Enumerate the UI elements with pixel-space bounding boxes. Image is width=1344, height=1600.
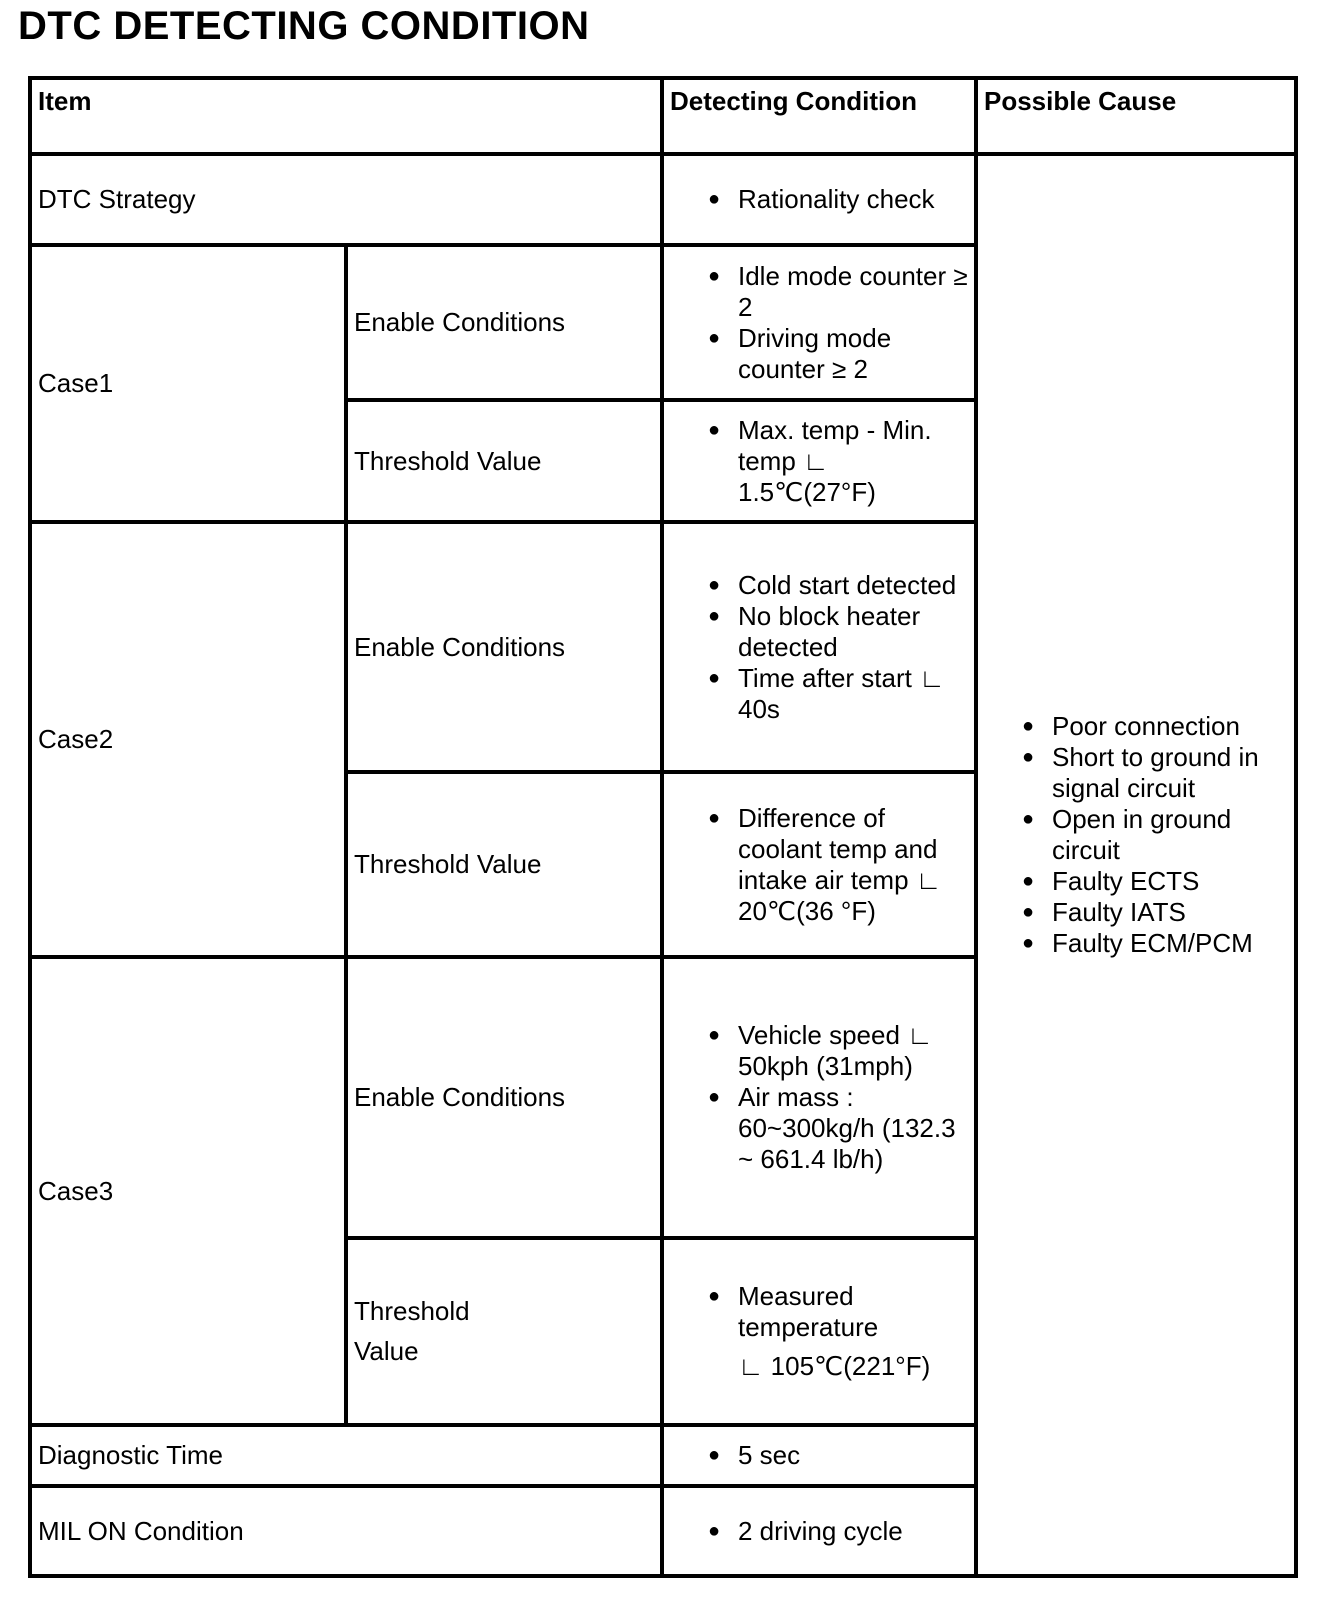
possible-cause-list: [984, 711, 1288, 959]
case2-threshold-label: Threshold Value: [346, 772, 662, 957]
possible-cause-cell: [976, 154, 1296, 1576]
case3-threshold-label: [346, 1238, 662, 1426]
diagnostic-time-condition: ● 5 sec: [670, 1440, 968, 1471]
strategy-conditions: [662, 154, 976, 245]
header-possible-cause: Possible Cause: [976, 78, 1296, 154]
cause-item: ● Faulty ECTS: [984, 866, 1288, 897]
case3-enable-condition: ● Vehicle speed ∟ 50kph (31mph): [670, 1020, 968, 1082]
case3-enable-label: Enable Conditions: [346, 957, 662, 1237]
header-detecting-condition: Detecting Condition: [662, 78, 976, 154]
case2-enable-conditions: [662, 522, 976, 772]
case1-threshold-condition: ● Max. temp - Min. temp ∟ 1.5℃(27°F): [670, 415, 968, 508]
case3-enable-condition: ● Air mass : 60~300kg/h (132.3 ~ 661.4 lb/h): [670, 1082, 968, 1175]
case2-threshold-condition: ● Difference of coolant temp and intake air temp ∟ 20℃(36 °F): [670, 803, 968, 927]
case1-threshold-label: Threshold Value: [346, 400, 662, 522]
cause-item: ● Open in ground circuit: [984, 804, 1288, 866]
case2-enable-condition: ● Cold start detected: [670, 570, 968, 601]
diagnostic-time-label: Diagnostic Time: [30, 1425, 662, 1486]
mil-on-label: MIL ON Condition: [30, 1486, 662, 1576]
cause-item: ● Poor connection: [984, 711, 1288, 742]
cause-item: ● Faulty ECM/PCM: [984, 928, 1288, 959]
header-row: [30, 78, 1296, 154]
case2-enable-label: Enable Conditions: [346, 522, 662, 772]
header-item: Item: [30, 78, 662, 154]
mil-on-conditions: [662, 1486, 976, 1576]
case3-threshold-conditions: [662, 1238, 976, 1426]
cause-item: ● Short to ground in signal circuit: [984, 742, 1288, 804]
case2-enable-condition: ● Time after start ∟ 40s: [670, 663, 968, 725]
case1-threshold-conditions: [662, 400, 976, 522]
case1-label: Case1: [30, 245, 346, 522]
case2-enable-condition: ● No block heater detected: [670, 601, 968, 663]
mil-on-condition: ● 2 driving cycle: [670, 1516, 968, 1547]
threshold-label-line-2: Value: [354, 1336, 419, 1367]
case1-enable-condition: ● Driving mode counter ≥ 2: [670, 323, 968, 385]
case2-label: Case2: [30, 522, 346, 957]
case2-threshold-conditions: [662, 772, 976, 957]
case3-label: Case3: [30, 957, 346, 1425]
case1-enable-label: Enable Conditions: [346, 245, 662, 400]
threshold-label-line-1: Threshold: [354, 1296, 470, 1327]
diagnostic-time-conditions: [662, 1425, 976, 1486]
case3-threshold-condition: ● Measured temperature: [670, 1281, 968, 1343]
strategy-row: [30, 154, 1296, 245]
case3-enable-conditions: [662, 957, 976, 1237]
strategy-label: DTC Strategy: [30, 154, 662, 245]
page-title: DTC DETECTING CONDITION: [18, 4, 590, 48]
case1-enable-conditions: [662, 245, 976, 400]
dtc-table: [28, 76, 1298, 1578]
case1-enable-condition: ● Idle mode counter ≥ 2: [670, 261, 968, 323]
cause-item: ● Faulty IATS: [984, 897, 1288, 928]
strategy-condition-1: ● Rationality check: [670, 184, 968, 215]
case3-threshold-value: ∟ 105℃(221°F): [738, 1350, 931, 1381]
